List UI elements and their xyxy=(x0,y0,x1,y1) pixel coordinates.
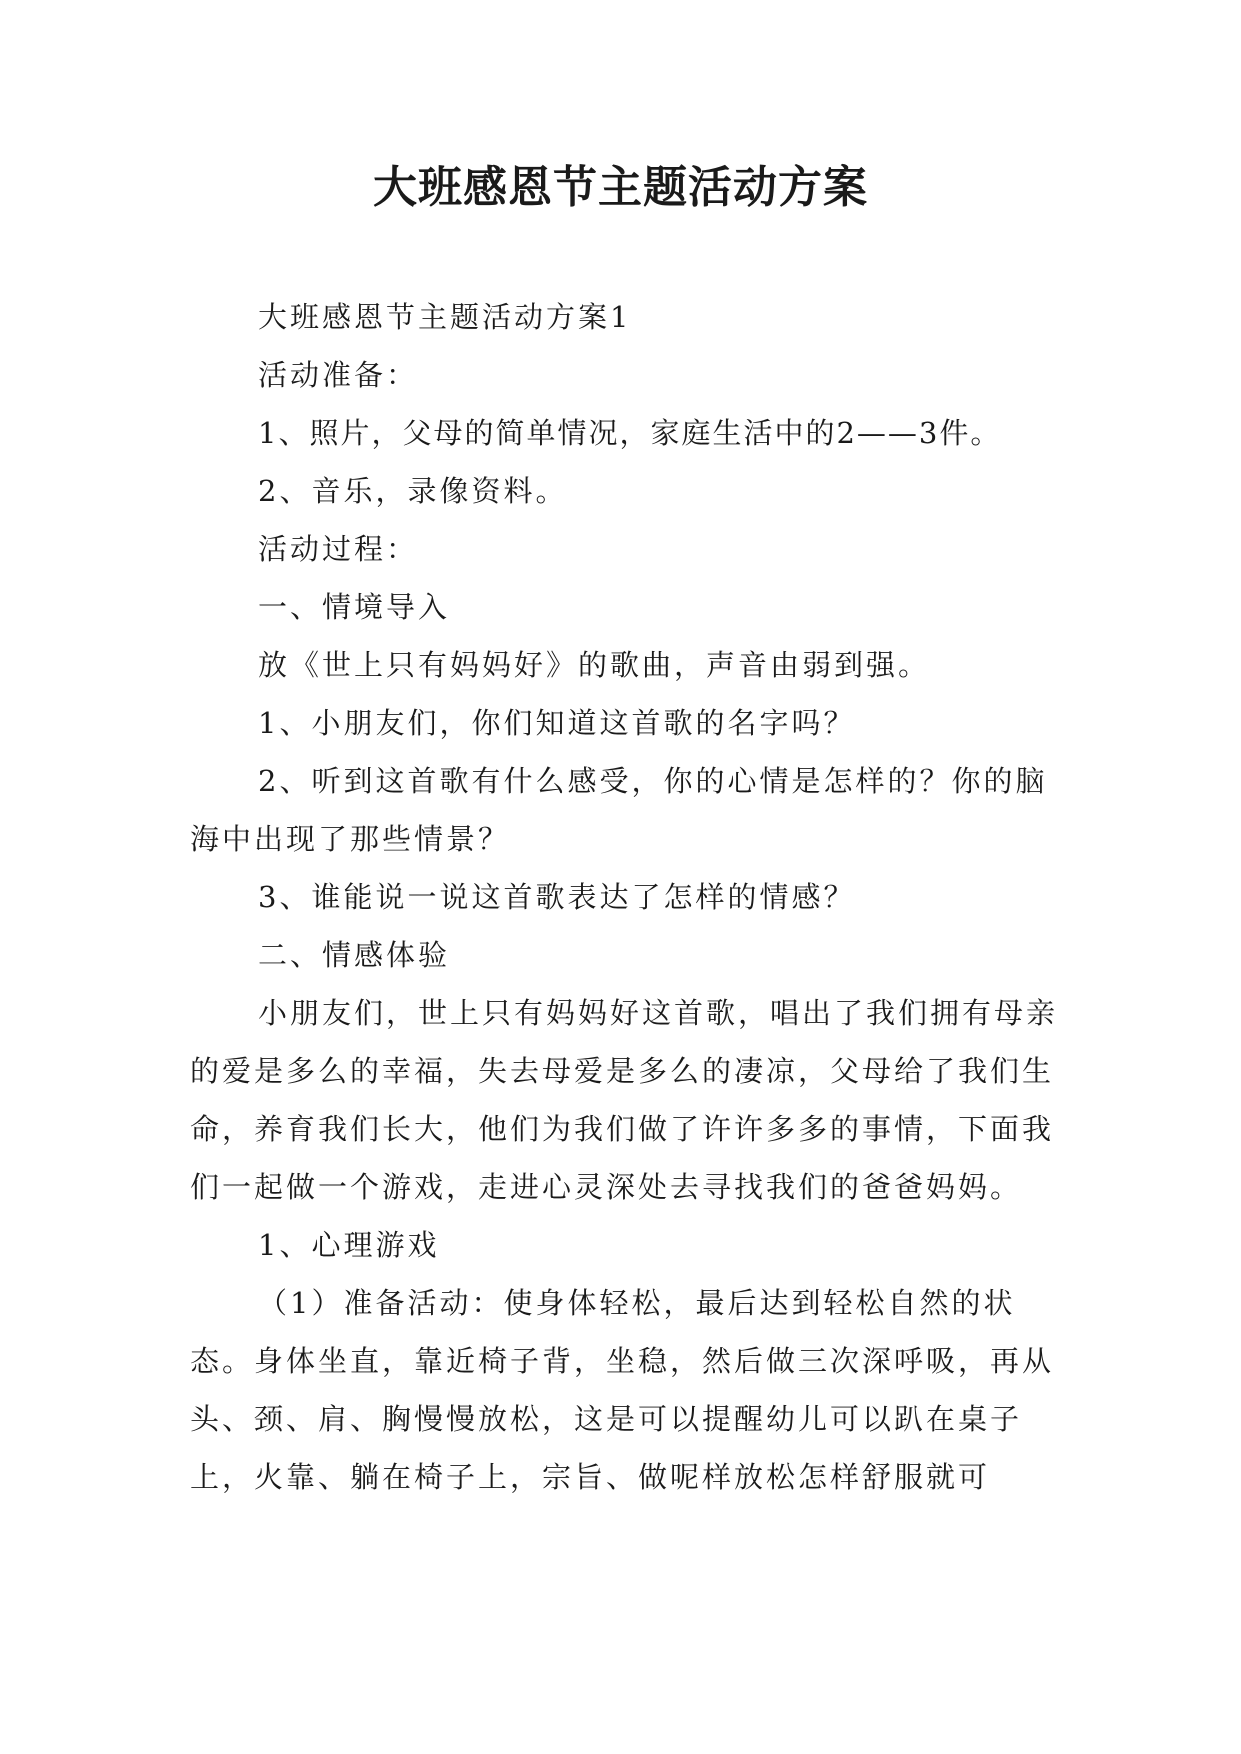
paragraph: 放《世上只有妈妈好》的歌曲，声音由弱到强。 xyxy=(258,648,931,682)
paragraph: 二、情感体验 xyxy=(258,938,451,972)
paragraph: 活动过程： xyxy=(258,532,419,566)
paragraph: 1、小朋友们，你们知道这首歌的名字吗？ xyxy=(258,706,856,740)
paragraph: 活动准备： xyxy=(258,358,419,392)
paragraph: 小朋友们，世上只有妈妈好这首歌，唱出了我们拥有母亲的爱是多么的幸福，失去母爱是多么的凄凉，父母给了我们生命，养育我们长大，他们为我们做了许许多多的事情，下面我们一起做一个游戏，走进心灵深处去寻找我们的爸爸妈妈。 xyxy=(190,996,1059,1204)
paragraph: 1、心理游戏 xyxy=(258,1228,440,1262)
paragraph: 2、音乐，录像资料。 xyxy=(258,474,568,508)
paragraph: 2、听到这首歌有什么感受，你的心情是怎样的？你的脑海中出现了那些情景？ xyxy=(190,764,1048,856)
paragraph: 一、情境导入 xyxy=(258,590,451,624)
document-body xyxy=(190,288,1070,1506)
paragraph: 3、谁能说一说这首歌表达了怎样的情感？ xyxy=(258,880,856,914)
paragraph: 大班感恩节主题活动方案1 xyxy=(258,300,632,334)
paragraph: （1）准备活动：使身体轻松，最后达到轻松自然的状态。身体坐直，靠近椅子背，坐稳，然后做三次深呼吸，再从头、颈、肩、胸慢慢放松，这是可以提醒幼儿可以趴在桌子上，火靠、躺在椅子上，宗旨、做呢样放松怎样舒服就可 xyxy=(190,1286,1055,1494)
document-title: 大班感恩节主题活动方案 xyxy=(373,162,868,213)
paragraph: 1、照片，父母的简单情况，家庭生活中的2——3件。 xyxy=(258,416,1002,450)
